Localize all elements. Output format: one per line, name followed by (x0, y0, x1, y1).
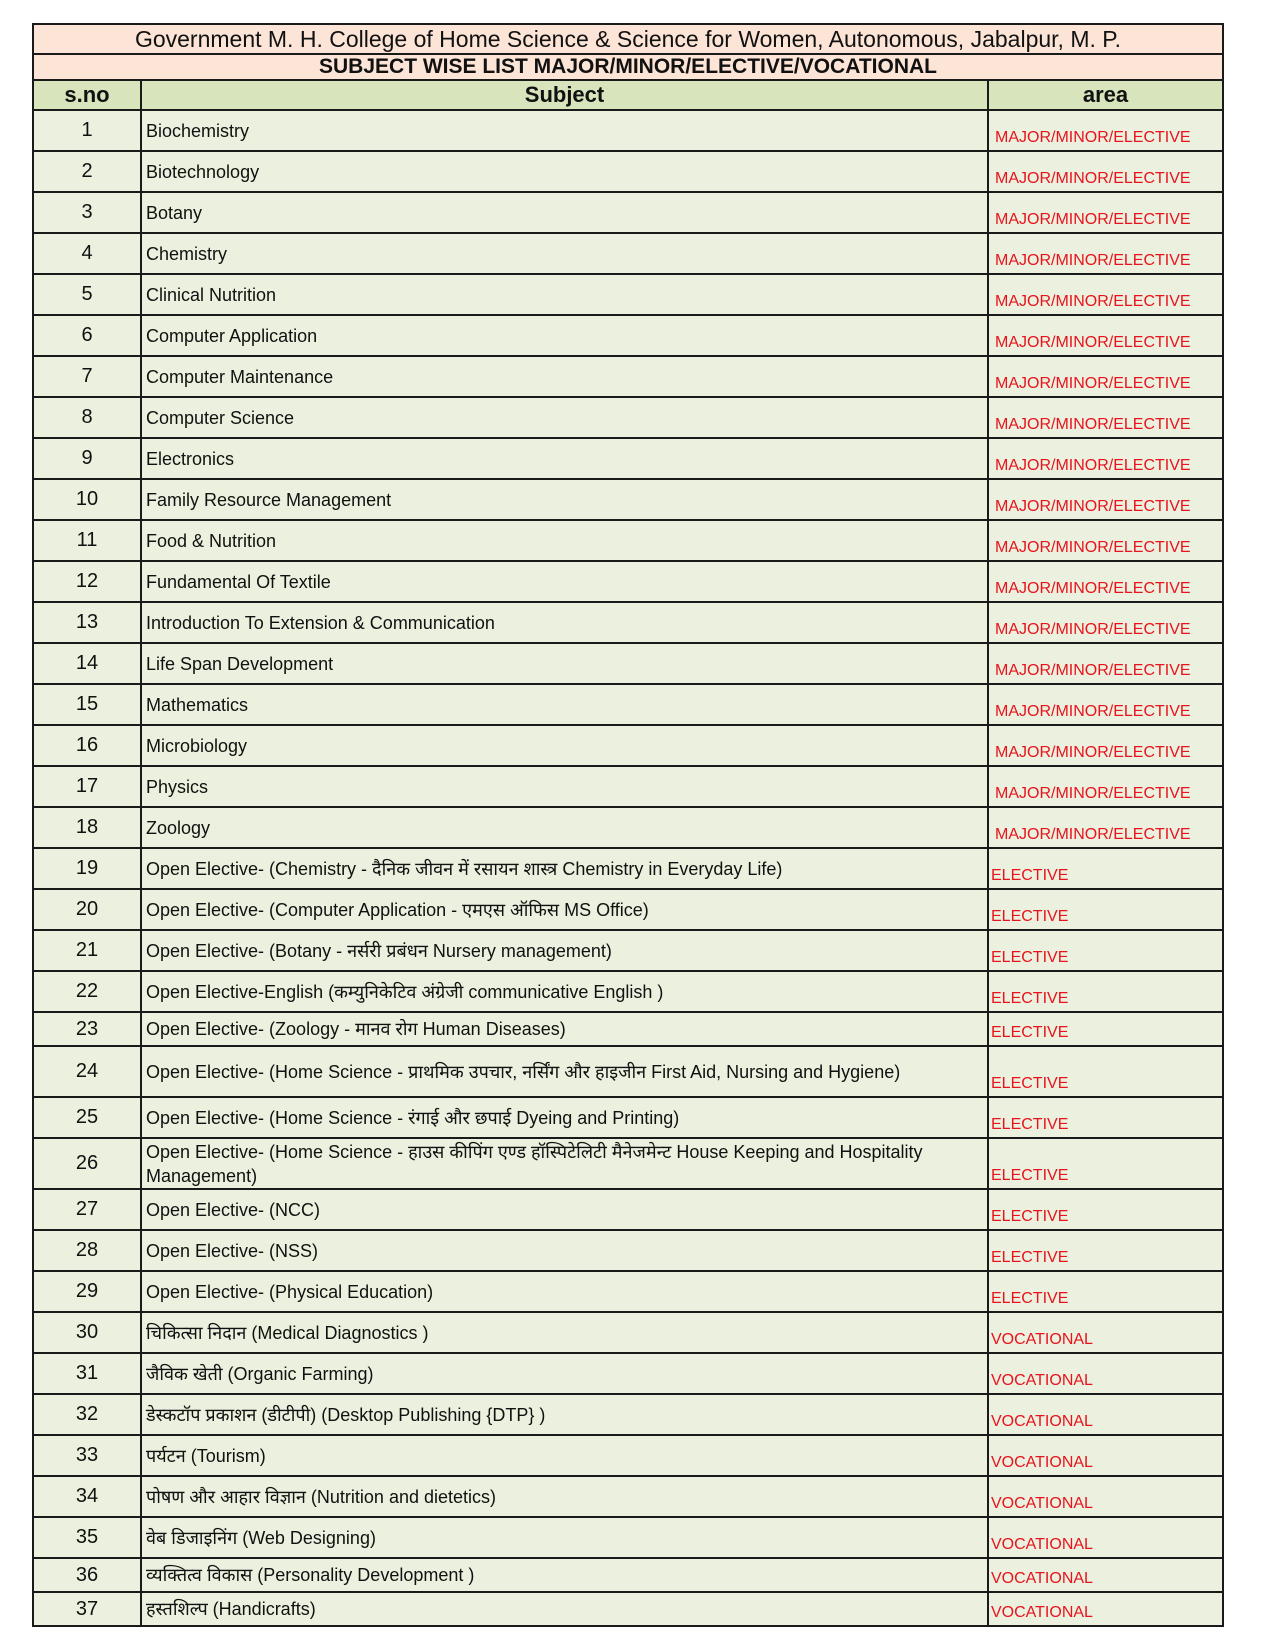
row-serial-number: 18 (33, 807, 141, 848)
row-serial-number: 27 (33, 1189, 141, 1230)
row-serial-number: 34 (33, 1476, 141, 1517)
row-subject: पर्यटन (Tourism) (141, 1435, 988, 1476)
row-area: MAJOR/MINOR/ELECTIVE (988, 561, 1223, 602)
row-serial-number: 9 (33, 438, 141, 479)
row-area: VOCATIONAL (988, 1435, 1223, 1476)
row-serial-number: 21 (33, 930, 141, 971)
table-row (33, 889, 1223, 930)
row-area: ELECTIVE (988, 1230, 1223, 1271)
table-row (33, 1353, 1223, 1394)
table-row (33, 315, 1223, 356)
row-subject: Open Elective- (NCC) (141, 1189, 988, 1230)
row-serial-number: 3 (33, 192, 141, 233)
table-row (33, 192, 1223, 233)
table-row (33, 725, 1223, 766)
subject-header: Subject (141, 80, 988, 110)
row-serial-number: 11 (33, 520, 141, 561)
row-subject: Open Elective- (NSS) (141, 1230, 988, 1271)
table-row (33, 766, 1223, 807)
row-serial-number: 24 (33, 1046, 141, 1097)
row-subject: Physics (141, 766, 988, 807)
row-area: MAJOR/MINOR/ELECTIVE (988, 479, 1223, 520)
row-serial-number: 28 (33, 1230, 141, 1271)
row-subject: Food & Nutrition (141, 520, 988, 561)
row-subject: Botany (141, 192, 988, 233)
row-subject: डेस्कटॉप प्रकाशन (डीटीपी) (Desktop Publishing {DTP} ) (141, 1394, 988, 1435)
row-subject: Open Elective- (Zoology - मानव रोग Human Diseases) (141, 1012, 988, 1046)
row-serial-number: 10 (33, 479, 141, 520)
row-subject: Microbiology (141, 725, 988, 766)
row-area: MAJOR/MINOR/ELECTIVE (988, 766, 1223, 807)
row-area: VOCATIONAL (988, 1592, 1223, 1626)
college-title: Government M. H. College of Home Science & Science for Women, Autonomous, Jabalpur, M. P. (33, 24, 1223, 54)
row-subject: Open Elective- (Chemistry - दैनिक जीवन में रसायन शास्त्र Chemistry in Everyday Life) (141, 848, 988, 889)
row-subject: Biotechnology (141, 151, 988, 192)
row-subject: Electronics (141, 438, 988, 479)
row-serial-number: 30 (33, 1312, 141, 1353)
table-row (33, 930, 1223, 971)
row-serial-number: 29 (33, 1271, 141, 1312)
row-serial-number: 33 (33, 1435, 141, 1476)
row-area: ELECTIVE (988, 848, 1223, 889)
row-area: MAJOR/MINOR/ELECTIVE (988, 233, 1223, 274)
row-subject: Mathematics (141, 684, 988, 725)
table-row (33, 602, 1223, 643)
row-subject: Open Elective- (Home Science - प्राथमिक उपचार, नर्सिंग और हाइजीन First Aid, Nursing and Hygiene) (141, 1046, 988, 1097)
subtitle-row (33, 54, 1223, 80)
table-row (33, 1046, 1223, 1097)
row-subject: पोषण और आहार विज्ञान (Nutrition and dietetics) (141, 1476, 988, 1517)
table-row (33, 1097, 1223, 1138)
row-subject: Zoology (141, 807, 988, 848)
row-subject: Open Elective- (Physical Education) (141, 1271, 988, 1312)
row-subject: Computer Application (141, 315, 988, 356)
row-area: MAJOR/MINOR/ELECTIVE (988, 151, 1223, 192)
row-subject: Clinical Nutrition (141, 274, 988, 315)
row-subject: व्यक्तित्व विकास (Personality Development ) (141, 1558, 988, 1592)
row-area: MAJOR/MINOR/ELECTIVE (988, 356, 1223, 397)
row-area: MAJOR/MINOR/ELECTIVE (988, 192, 1223, 233)
row-area: MAJOR/MINOR/ELECTIVE (988, 807, 1223, 848)
row-area: ELECTIVE (988, 930, 1223, 971)
row-serial-number: 13 (33, 602, 141, 643)
row-serial-number: 16 (33, 725, 141, 766)
table-row (33, 479, 1223, 520)
table-row (33, 1312, 1223, 1353)
row-subject: हस्तशिल्प (Handicrafts) (141, 1592, 988, 1626)
row-subject: Computer Maintenance (141, 356, 988, 397)
row-area: ELECTIVE (988, 889, 1223, 930)
row-subject: वेब डिजाइनिंग (Web Designing) (141, 1517, 988, 1558)
row-subject: Introduction To Extension & Communication (141, 602, 988, 643)
row-area: VOCATIONAL (988, 1517, 1223, 1558)
row-serial-number: 14 (33, 643, 141, 684)
row-subject: Chemistry (141, 233, 988, 274)
table-row (33, 684, 1223, 725)
row-area: MAJOR/MINOR/ELECTIVE (988, 725, 1223, 766)
area-header: area (988, 80, 1223, 110)
header-row (33, 80, 1223, 110)
table-row (33, 1271, 1223, 1312)
row-subject: चिकित्सा निदान (Medical Diagnostics ) (141, 1312, 988, 1353)
row-area: VOCATIONAL (988, 1394, 1223, 1435)
row-subject: Computer Science (141, 397, 988, 438)
table-row (33, 971, 1223, 1012)
table-row (33, 1230, 1223, 1271)
row-area: ELECTIVE (988, 1189, 1223, 1230)
row-area: MAJOR/MINOR/ELECTIVE (988, 397, 1223, 438)
row-serial-number: 32 (33, 1394, 141, 1435)
row-serial-number: 25 (33, 1097, 141, 1138)
row-serial-number: 22 (33, 971, 141, 1012)
table-row (33, 1476, 1223, 1517)
subject-list-table (32, 23, 1224, 1627)
row-serial-number: 20 (33, 889, 141, 930)
row-serial-number: 26 (33, 1138, 141, 1189)
row-serial-number: 4 (33, 233, 141, 274)
row-area: VOCATIONAL (988, 1558, 1223, 1592)
table-row (33, 1592, 1223, 1626)
table-row (33, 807, 1223, 848)
table-row (33, 274, 1223, 315)
row-serial-number: 37 (33, 1592, 141, 1626)
row-area: MAJOR/MINOR/ELECTIVE (988, 315, 1223, 356)
row-subject: Fundamental Of Textile (141, 561, 988, 602)
row-area: VOCATIONAL (988, 1353, 1223, 1394)
row-serial-number: 6 (33, 315, 141, 356)
row-serial-number: 35 (33, 1517, 141, 1558)
row-subject: Open Elective-English (कम्युनिकेटिव अंग्रेजी communicative English ) (141, 971, 988, 1012)
row-serial-number: 23 (33, 1012, 141, 1046)
row-area: ELECTIVE (988, 1097, 1223, 1138)
row-area: MAJOR/MINOR/ELECTIVE (988, 684, 1223, 725)
row-serial-number: 17 (33, 766, 141, 807)
table-row (33, 1138, 1223, 1189)
table-row (33, 848, 1223, 889)
row-serial-number: 5 (33, 274, 141, 315)
row-subject: Life Span Development (141, 643, 988, 684)
table-row (33, 1394, 1223, 1435)
sno-header: s.no (33, 80, 141, 110)
row-area: VOCATIONAL (988, 1312, 1223, 1353)
row-area: MAJOR/MINOR/ELECTIVE (988, 520, 1223, 561)
row-subject: Open Elective- (Home Science - हाउस कीपिंग एण्ड हॉस्पिटेलिटी मैनेजमेन्ट House Keeping and Hospitality Management) (141, 1138, 988, 1189)
table-row (33, 1558, 1223, 1592)
row-area: ELECTIVE (988, 1271, 1223, 1312)
row-area: MAJOR/MINOR/ELECTIVE (988, 438, 1223, 479)
row-subject: जैविक खेती (Organic Farming) (141, 1353, 988, 1394)
row-area: VOCATIONAL (988, 1476, 1223, 1517)
table-row (33, 1012, 1223, 1046)
list-subtitle: SUBJECT WISE LIST MAJOR/MINOR/ELECTIVE/VOCATIONAL (33, 54, 1223, 80)
row-area: ELECTIVE (988, 1046, 1223, 1097)
row-serial-number: 1 (33, 110, 141, 151)
table-row (33, 397, 1223, 438)
row-serial-number: 8 (33, 397, 141, 438)
row-area: ELECTIVE (988, 971, 1223, 1012)
row-serial-number: 12 (33, 561, 141, 602)
table-row (33, 110, 1223, 151)
row-area: ELECTIVE (988, 1012, 1223, 1046)
row-area: MAJOR/MINOR/ELECTIVE (988, 643, 1223, 684)
row-subject: Biochemistry (141, 110, 988, 151)
row-serial-number: 19 (33, 848, 141, 889)
row-subject: Family Resource Management (141, 479, 988, 520)
row-subject: Open Elective- (Botany - नर्सरी प्रबंधन Nursery management) (141, 930, 988, 971)
row-serial-number: 31 (33, 1353, 141, 1394)
table-row (33, 1435, 1223, 1476)
table-row (33, 561, 1223, 602)
row-serial-number: 15 (33, 684, 141, 725)
row-area: MAJOR/MINOR/ELECTIVE (988, 602, 1223, 643)
row-subject: Open Elective- (Home Science - रंगाई और छपाई Dyeing and Printing) (141, 1097, 988, 1138)
table-row (33, 643, 1223, 684)
row-serial-number: 7 (33, 356, 141, 397)
title-row (33, 24, 1223, 54)
row-subject: Open Elective- (Computer Application - एमएस ऑफिस MS Office) (141, 889, 988, 930)
table-row (33, 1517, 1223, 1558)
table-row (33, 233, 1223, 274)
table-row (33, 438, 1223, 479)
table-row (33, 151, 1223, 192)
row-serial-number: 2 (33, 151, 141, 192)
row-area: MAJOR/MINOR/ELECTIVE (988, 110, 1223, 151)
row-serial-number: 36 (33, 1558, 141, 1592)
row-area: ELECTIVE (988, 1138, 1223, 1189)
table-row (33, 520, 1223, 561)
table-row (33, 1189, 1223, 1230)
table-row (33, 356, 1223, 397)
row-area: MAJOR/MINOR/ELECTIVE (988, 274, 1223, 315)
